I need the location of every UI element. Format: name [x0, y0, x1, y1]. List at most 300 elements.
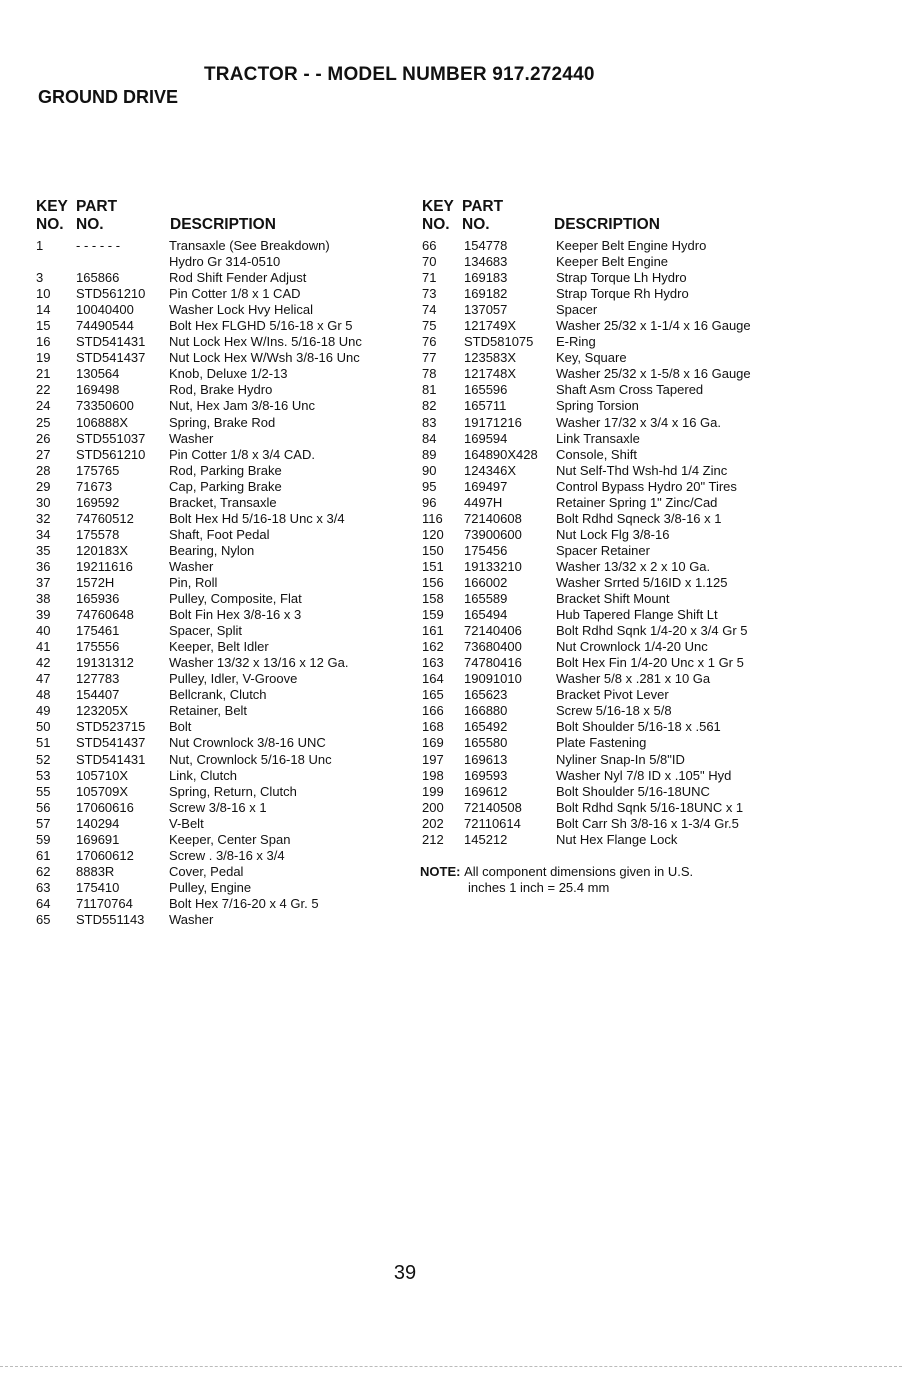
table-row: [420, 463, 890, 479]
key-cell: 82: [422, 398, 437, 414]
description-cell: Bolt Hex 7/16-20 x 4 Gr. 5: [169, 895, 319, 911]
part-number-cell: 123583X: [464, 350, 517, 366]
key-cell: 163: [422, 655, 444, 671]
key-cell: 166: [422, 703, 444, 719]
key-cell: 83: [422, 414, 437, 430]
part-number-cell: 72140508: [464, 799, 522, 815]
description-cell: Washer 17/32 x 3/4 x 16 Ga.: [556, 414, 721, 430]
key-cell: 198: [422, 767, 444, 783]
part-number-cell: 74760512: [76, 510, 134, 526]
description-cell: Bolt Fin Hex 3/8-16 x 3: [169, 607, 302, 623]
key-cell: 89: [422, 446, 437, 462]
part-number-cell: 19211616: [76, 558, 133, 574]
table-row: [420, 655, 890, 671]
description-cell: Rod Shift Fender Adjust: [169, 270, 307, 286]
table-row: [420, 784, 890, 800]
page-number: 39: [393, 1262, 417, 1284]
part-number-cell: - - - - - -: [76, 238, 121, 253]
table-row: [36, 816, 416, 832]
description-cell: Hub Tapered Flange Shift Lt: [556, 607, 718, 623]
description-cell: Pin Cotter 1/8 x 3/4 CAD.: [169, 446, 315, 462]
key-cell: 78: [422, 366, 437, 382]
part-number-cell: 175456: [464, 542, 508, 558]
description-cell: Bracket Pivot Lever: [556, 687, 669, 703]
key-cell: 76: [422, 334, 437, 350]
note-line-2: inches 1 inch = 25.4 mm: [468, 880, 610, 895]
key-cell: 197: [422, 751, 444, 767]
part-number-cell: 164890X428: [464, 446, 538, 462]
part-header-no: NO.: [462, 216, 490, 233]
table-row: [420, 768, 890, 784]
table-row: [36, 366, 416, 382]
table-row: [420, 254, 890, 270]
part-number-cell: 169691: [76, 831, 120, 847]
table-row: [420, 334, 890, 350]
table-row: [420, 270, 890, 286]
description-cell: Keeper Belt Engine: [556, 254, 669, 270]
key-cell: 42: [36, 655, 51, 671]
description-cell: Rod, Parking Brake: [169, 462, 282, 478]
part-number-cell: 175410: [76, 879, 120, 895]
description-cell: Pulley, Engine: [169, 879, 252, 895]
key-cell: 57: [36, 815, 51, 831]
part-number-cell: STD541431: [76, 334, 146, 350]
description-cell: Bolt Shoulder 5/16-18 x .561: [556, 719, 721, 735]
part-number-cell: 8883R: [76, 863, 115, 879]
key-cell: 21: [36, 366, 51, 382]
description-cell: Bolt Carr Sh 3/8-16 x 1-3/4 Gr.5: [556, 815, 739, 831]
key-cell: 48: [36, 687, 51, 703]
description-cell: Transaxle (See Breakdown): [169, 238, 330, 253]
key-cell: 25: [36, 414, 51, 430]
table-row: [36, 270, 416, 286]
table-row: [420, 591, 890, 607]
table-row: [36, 591, 416, 607]
table-row: [420, 832, 890, 848]
part-number-cell: 73350600: [76, 398, 134, 414]
table-row: [420, 495, 890, 511]
part-number-cell: 137057: [464, 302, 508, 318]
part-number-cell: 19171216: [464, 414, 522, 430]
key-header: KEY: [36, 198, 68, 215]
key-cell: 159: [422, 607, 444, 623]
description-cell: Pulley, Idler, V-Groove: [169, 671, 298, 687]
part-number-cell: STD561210: [76, 446, 146, 462]
note-label: NOTE:: [420, 864, 461, 879]
key-cell: 73: [422, 286, 437, 302]
part-number-cell: STD581075: [464, 334, 534, 350]
key-cell: 71: [422, 270, 437, 286]
key-cell: 151: [422, 558, 444, 574]
table-row: [420, 318, 890, 334]
part-number-cell: 169594: [464, 430, 508, 446]
description-cell: Washer: [169, 911, 214, 927]
description-cell: Shaft Asm Cross Tapered: [556, 382, 704, 398]
description-cell: Screw 5/16-18 x 5/8: [556, 703, 672, 719]
description-cell: Spacer Retainer: [556, 542, 650, 558]
table-row: [36, 784, 416, 800]
table-row: [36, 880, 416, 896]
description-cell: Control Bypass Hydro 20" Tires: [556, 478, 737, 494]
key-cell: 19: [36, 350, 51, 366]
key-cell: 150: [422, 542, 444, 558]
key-cell: 96: [422, 494, 437, 510]
description-cell: Washer Nyl 7/8 ID x .105" Hyd: [556, 767, 732, 783]
table-row: [36, 318, 416, 334]
description-cell: Rod, Brake Hydro: [169, 382, 273, 398]
part-number-cell: STD541437: [76, 735, 146, 751]
part-number-cell: 105709X: [76, 783, 129, 799]
key-cell: 59: [36, 831, 51, 847]
description-cell: Retainer, Belt: [169, 703, 248, 719]
description-cell: Spacer, Split: [169, 623, 242, 639]
part-number-cell: 175461: [76, 623, 120, 639]
key-cell: 56: [36, 799, 51, 815]
table-row: [36, 350, 416, 366]
key-cell: 32: [36, 510, 51, 526]
key-cell: 169: [422, 735, 444, 751]
description-cell: Washer 13/32 x 13/16 x 12 Ga.: [169, 655, 349, 671]
table-row: [36, 398, 416, 414]
table-row: [420, 703, 890, 719]
table-row: [420, 382, 890, 398]
table-row: [36, 463, 416, 479]
part-number-cell: 121749X: [464, 318, 517, 334]
description-cell: Keeper, Center Span: [169, 831, 291, 847]
table-row: [420, 511, 890, 527]
bottom-divider: [0, 1366, 902, 1367]
key-cell: 22: [36, 382, 51, 398]
key-cell: 34: [36, 526, 51, 542]
table-row: [36, 896, 416, 912]
table-row: [420, 543, 890, 559]
description-cell: Pulley, Composite, Flat: [169, 591, 302, 607]
key-cell: 158: [422, 591, 444, 607]
description-cell: Bolt Hex Fin 1/4-20 Unc x 1 Gr 5: [556, 655, 744, 671]
part-number-cell: 165596: [464, 382, 508, 398]
table-row: [36, 527, 416, 543]
description-cell: Bracket Shift Mount: [556, 591, 670, 607]
key-cell: 51: [36, 735, 51, 751]
table-row: [420, 527, 890, 543]
part-number-cell: 123205X: [76, 703, 129, 719]
table-row: [36, 768, 416, 784]
table-row: [36, 559, 416, 575]
description-cell: Shaft, Foot Pedal: [169, 526, 270, 542]
description-cell: V-Belt: [169, 815, 204, 831]
part-number-cell: 17060612: [76, 847, 134, 863]
table-header: [420, 198, 890, 238]
part-number-cell: 73680400: [464, 639, 522, 655]
table-row: [36, 623, 416, 639]
part-number-cell: 165623: [464, 687, 508, 703]
key-header-no: NO.: [422, 216, 450, 233]
dimension-note: [420, 864, 693, 896]
part-number-cell: 169182: [464, 286, 508, 302]
part-number-cell: 140294: [76, 815, 120, 831]
table-row: [36, 655, 416, 671]
table-row: [420, 415, 890, 431]
table-row: [420, 575, 890, 591]
parts-table-left: [36, 198, 416, 928]
part-number-cell: 17060616: [76, 799, 134, 815]
key-cell: 40: [36, 623, 51, 639]
part-number-cell: 169592: [76, 494, 120, 510]
key-cell: 49: [36, 703, 51, 719]
part-number-cell: 165711: [464, 398, 507, 414]
key-cell: 165: [422, 687, 444, 703]
part-number-cell: 169183: [464, 270, 508, 286]
key-cell: 74: [422, 302, 437, 318]
part-number-cell: 165492: [464, 719, 508, 735]
table-row: [420, 302, 890, 318]
key-cell: 61: [36, 847, 51, 863]
description-cell: Strap Torque Rh Hydro: [556, 286, 689, 302]
table-row: [36, 431, 416, 447]
table-row: [36, 800, 416, 816]
description-cell: Washer 13/32 x 2 x 10 Ga.: [556, 558, 711, 574]
table-row: [420, 398, 890, 414]
table-row: [420, 816, 890, 832]
key-cell: 29: [36, 478, 51, 494]
part-number-cell: 165580: [464, 735, 508, 751]
part-number-cell: 169613: [464, 751, 508, 767]
part-number-cell: 72140608: [464, 510, 522, 526]
description-cell: Bracket, Transaxle: [169, 494, 277, 510]
description-cell: Washer 25/32 x 1-5/8 x 16 Gauge: [556, 366, 751, 382]
section-title: GROUND DRIVE: [38, 87, 179, 107]
description-cell: Washer: [169, 558, 214, 574]
description-cell: E-Ring: [556, 334, 596, 350]
key-cell: 90: [422, 462, 437, 478]
description-cell: Cover, Pedal: [169, 863, 244, 879]
part-number-cell: 169612: [464, 783, 508, 799]
key-cell: 84: [422, 430, 437, 446]
table-header: [36, 198, 416, 238]
table-row: [36, 671, 416, 687]
description-cell: Link, Clutch: [169, 767, 237, 783]
description-cell: Keeper, Belt Idler: [169, 639, 269, 655]
description-cell: Nut Crownlock 1/4-20 Unc: [556, 639, 708, 655]
part-number-cell: 74490544: [76, 318, 134, 334]
description-cell: Washer Srrted 5/16ID x 1.125: [556, 574, 728, 590]
description-cell: Nyliner Snap-In 5/8"ID: [556, 751, 685, 767]
part-number-cell: STD523715: [76, 719, 146, 735]
page-title: TRACTOR - - MODEL NUMBER 917.272440: [204, 64, 595, 85]
part-number-cell: 154778: [464, 238, 508, 253]
part-number-cell: STD561210: [76, 286, 146, 302]
key-cell: 81: [422, 382, 437, 398]
part-number-cell: 74780416: [464, 655, 522, 671]
description-cell: Nut, Crownlock 5/16-18 Unc: [169, 751, 332, 767]
description-cell: Washer: [169, 430, 214, 446]
description-cell: Washer 25/32 x 1-1/4 x 16 Gauge: [556, 318, 751, 334]
table-row: [36, 735, 416, 751]
description-header: DESCRIPTION: [554, 216, 660, 233]
note-line-1: All component dimensions given in U.S.: [464, 864, 694, 879]
key-cell: 38: [36, 591, 51, 607]
part-header: PART: [462, 198, 504, 215]
parts-list-left: [36, 238, 416, 928]
description-cell: Nut Lock Hex W/Ins. 5/16-18 Unc: [169, 334, 362, 350]
table-row: [36, 382, 416, 398]
description-cell: Bearing, Nylon: [169, 542, 255, 558]
table-row: [36, 687, 416, 703]
description-cell: Link Transaxle: [556, 430, 640, 446]
table-row: [420, 286, 890, 302]
table-row: [420, 607, 890, 623]
key-cell: 116: [422, 510, 443, 526]
key-cell: 202: [422, 815, 444, 831]
key-cell: 200: [422, 799, 444, 815]
description-cell: Spring, Brake Rod: [169, 414, 276, 430]
description-cell: Keeper Belt Engine Hydro: [556, 238, 707, 253]
table-row: [36, 607, 416, 623]
key-cell: 53: [36, 767, 51, 783]
description-cell: Nut Hex Flange Lock: [556, 831, 678, 847]
key-cell: 41: [36, 639, 51, 655]
key-cell: 66: [422, 238, 437, 253]
description-cell: Bolt Rdhd Sqnk 1/4-20 x 3/4 Gr 5: [556, 623, 748, 639]
key-cell: 199: [422, 783, 444, 799]
part-number-cell: 175578: [76, 526, 120, 542]
table-row: [420, 366, 890, 382]
description-cell: Pin, Roll: [169, 574, 218, 590]
part-number-cell: 166002: [464, 574, 508, 590]
key-cell: 50: [36, 719, 51, 735]
table-row: [420, 687, 890, 703]
description-cell: Nut, Hex Jam 3/8-16 Unc: [169, 398, 315, 414]
key-cell: 28: [36, 462, 51, 478]
part-number-cell: STD541431: [76, 751, 146, 767]
key-cell: 65: [36, 911, 51, 927]
key-cell: 62: [36, 863, 51, 879]
description-cell: Strap Torque Lh Hydro: [556, 270, 687, 286]
description-cell: Console, Shift: [556, 446, 637, 462]
part-number-cell: 121748X: [464, 366, 517, 382]
key-cell: 15: [36, 318, 51, 334]
part-number-cell: 71673: [76, 478, 113, 494]
key-header: KEY: [422, 198, 454, 215]
description-cell: Washer 5/8 x .281 x 10 Ga: [556, 671, 711, 687]
part-header: PART: [76, 198, 118, 215]
part-number-cell: 19131312: [76, 655, 134, 671]
description-cell: Spring Torsion: [556, 398, 639, 414]
key-cell: 164: [422, 671, 444, 687]
description-cell: Bellcrank, Clutch: [169, 687, 267, 703]
key-cell: 24: [36, 398, 51, 414]
key-cell: 3: [36, 270, 44, 286]
table-row: [420, 479, 890, 495]
description-cell: Key, Square: [556, 350, 627, 366]
table-row: [420, 350, 890, 366]
part-number-cell: STD541437: [76, 350, 146, 366]
table-row: [36, 415, 416, 431]
table-row: [36, 752, 416, 768]
table-row: [420, 671, 890, 687]
description-cell: Screw 3/8-16 x 1: [169, 799, 267, 815]
part-number-cell: 127783: [76, 671, 120, 687]
description-cell: Screw . 3/8-16 x 3/4: [169, 847, 285, 863]
description-cell: Pin Cotter 1/8 x 1 CAD: [169, 286, 301, 302]
part-number-cell: 165866: [76, 270, 120, 286]
description-cell: Nut Lock Flg 3/8-16: [556, 526, 670, 542]
description-cell: Bolt: [169, 719, 192, 735]
part-number-cell: STD551037: [76, 430, 146, 446]
part-number-cell: 169593: [464, 767, 508, 783]
description-cell: Hydro Gr 314-0510: [169, 254, 281, 270]
table-row: [36, 447, 416, 463]
table-row: [36, 254, 416, 270]
table-row: [36, 334, 416, 350]
key-cell: 212: [422, 831, 444, 847]
part-number-cell: 72110614: [464, 815, 521, 831]
table-row: [420, 752, 890, 768]
key-cell: 36: [36, 558, 51, 574]
description-cell: Nut Crownlock 3/8-16 UNC: [169, 735, 326, 751]
key-cell: 75: [422, 318, 437, 334]
description-cell: Spring, Return, Clutch: [169, 783, 297, 799]
description-cell: Spacer: [556, 302, 598, 318]
part-number-cell: 120183X: [76, 542, 129, 558]
key-cell: 39: [36, 607, 51, 623]
table-row: [36, 286, 416, 302]
key-cell: 52: [36, 751, 51, 767]
key-cell: 70: [422, 254, 437, 270]
part-number-cell: STD551143: [76, 911, 145, 927]
key-cell: 161: [422, 623, 444, 639]
key-header-no: NO.: [36, 216, 64, 233]
part-number-cell: 154407: [76, 687, 120, 703]
table-row: [36, 719, 416, 735]
key-cell: 1: [36, 238, 44, 253]
key-cell: 55: [36, 783, 51, 799]
part-number-cell: 130564: [76, 366, 120, 382]
key-cell: 64: [36, 895, 51, 911]
table-row: [420, 639, 890, 655]
description-cell: Bolt Rdhd Sqnk 5/16-18UNC x 1: [556, 799, 744, 815]
part-number-cell: 169497: [464, 478, 508, 494]
key-cell: 26: [36, 430, 51, 446]
description-cell: Plate Fastening: [556, 735, 647, 751]
table-row: [420, 800, 890, 816]
key-cell: 168: [422, 719, 444, 735]
table-row: [36, 238, 416, 254]
part-number-cell: 145212: [464, 831, 508, 847]
part-number-cell: 105710X: [76, 767, 129, 783]
table-row: [36, 912, 416, 928]
table-row: [36, 479, 416, 495]
key-cell: 30: [36, 494, 51, 510]
table-row: [36, 495, 416, 511]
key-cell: 47: [36, 671, 51, 687]
part-number-cell: 72140406: [464, 623, 522, 639]
table-row: [36, 575, 416, 591]
table-row: [36, 848, 416, 864]
table-row: [420, 238, 890, 254]
parts-list-right: [420, 238, 890, 848]
key-cell: 156: [422, 574, 444, 590]
description-cell: Bolt Hex FLGHD 5/16-18 x Gr 5: [169, 318, 353, 334]
description-cell: Washer Lock Hvy Helical: [169, 302, 314, 318]
part-number-cell: 165589: [464, 591, 508, 607]
key-cell: 10: [36, 286, 51, 302]
key-cell: 120: [422, 526, 444, 542]
table-row: [420, 559, 890, 575]
key-cell: 14: [36, 302, 51, 318]
part-number-cell: 19091010: [464, 671, 522, 687]
part-number-cell: 166880: [464, 703, 508, 719]
